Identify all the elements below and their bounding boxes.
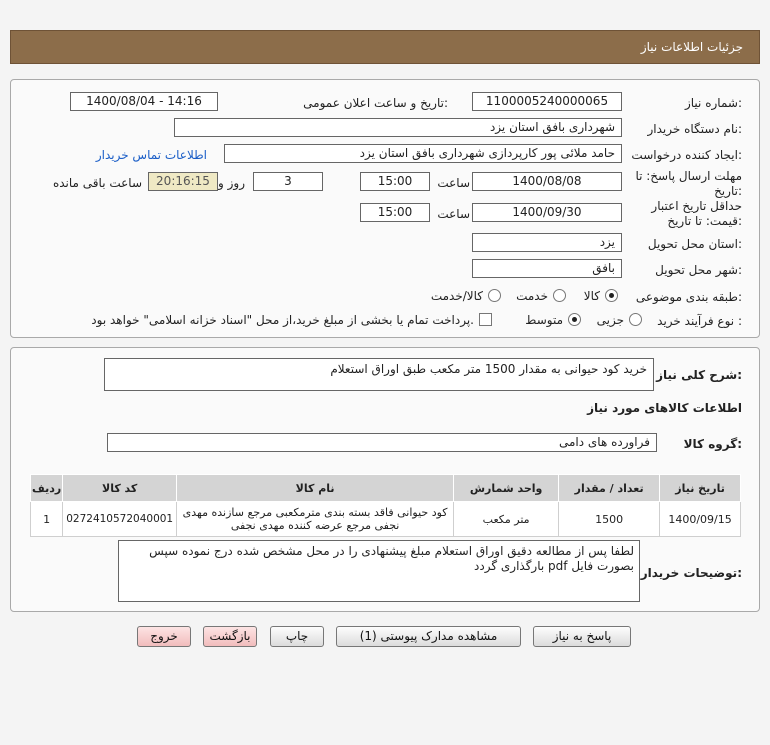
treasury-payment-checkbox[interactable] xyxy=(479,313,492,326)
remaining-time-field: 20:16:15 xyxy=(148,172,218,191)
validity-date-field: 1400/09/30 xyxy=(472,203,622,222)
goods-table xyxy=(30,474,741,537)
city-label: شهر محل تحویل: xyxy=(655,263,742,277)
days-field: 3 xyxy=(253,172,323,191)
process-medium-label: متوسط xyxy=(525,313,563,327)
deadline-time-label: ساعت xyxy=(437,176,470,190)
table-row xyxy=(31,502,741,537)
creator-label: ایجاد کننده درخواست: xyxy=(631,148,742,162)
page-header xyxy=(10,30,760,64)
reply-button[interactable]: پاسخ به نیاز xyxy=(533,626,631,647)
col-date: تاریخ نیاز xyxy=(660,475,741,502)
cell-qty: 1500 xyxy=(559,502,660,537)
buyer-field: شهرداری بافق استان یزد xyxy=(174,118,622,137)
category-both-radio[interactable] xyxy=(488,289,501,302)
announce-label: تاریخ و ساعت اعلان عمومی: xyxy=(303,96,448,110)
col-row: ردیف xyxy=(31,475,63,502)
goods-group-field: فراورده های دامی xyxy=(107,433,657,452)
category-service-label: خدمت xyxy=(516,289,548,303)
back-button[interactable]: بازگشت xyxy=(203,626,257,647)
need-number-field: 1100005240000065 xyxy=(472,92,622,111)
need-number-label: شماره نیاز: xyxy=(684,96,742,110)
col-unit: واحد شمارش xyxy=(454,475,559,502)
cell-code: 0272410572040001 xyxy=(63,502,177,537)
province-field: یزد xyxy=(472,233,622,252)
cell-unit: متر مکعب xyxy=(454,502,559,537)
category-goods-radio[interactable] xyxy=(605,289,618,302)
days-label: روز و xyxy=(218,176,245,190)
cell-date: 1400/09/15 xyxy=(660,502,741,537)
category-label: طبقه بندی موضوعی: xyxy=(635,290,742,304)
category-service-radio[interactable] xyxy=(553,289,566,302)
attachments-button[interactable]: مشاهده مدارک پیوستی (1) xyxy=(336,626,521,647)
process-label: نوع فرآیند خرید : xyxy=(657,314,742,328)
summary-label: شرح کلی نیاز: xyxy=(656,368,742,382)
buyer-label: نام دستگاه خریدار: xyxy=(647,122,742,136)
goods-group-label: گروه کالا: xyxy=(683,437,742,451)
goods-table-header xyxy=(31,475,741,502)
goods-section-title: اطلاعات کالاهای مورد نیاز xyxy=(587,401,742,415)
cell-row: 1 xyxy=(31,502,63,537)
deadline-date-field: 1400/08/08 xyxy=(472,172,622,191)
validity-label-1: حداقل تاریخ اعتبار xyxy=(651,199,742,213)
page-title: جزئیات اطلاعات نیاز xyxy=(640,40,743,54)
summary-field: خرید کود حیوانی به مقدار 1500 متر مکعب طبق اوراق استعلام xyxy=(104,358,654,391)
col-code: کد کالا xyxy=(63,475,177,502)
creator-field: حامد ملائی پور کارپردازی شهرداری بافق استان یزد xyxy=(224,144,622,163)
buyer-notes-label: توضیحات خریدار: xyxy=(640,566,742,580)
exit-button[interactable]: خروج xyxy=(137,626,191,647)
col-qty: تعداد / مقدار xyxy=(559,475,660,502)
deadline-label-1: مهلت ارسال پاسخ: تا xyxy=(635,169,742,183)
process-medium-radio[interactable] xyxy=(568,313,581,326)
validity-label-2: قیمت: تا تاریخ: xyxy=(667,214,742,228)
process-small-radio[interactable] xyxy=(629,313,642,326)
col-name: نام کالا xyxy=(177,475,454,502)
province-label: استان محل تحویل: xyxy=(647,237,742,251)
payment-note: پرداخت تمام یا بخشی از مبلغ خرید،از محل "اسناد خزانه اسلامی" خواهد بود. xyxy=(91,313,474,327)
category-both-label: کالا/خدمت xyxy=(430,289,483,303)
validity-time-label: ساعت xyxy=(437,207,470,221)
announce-field: 1400/08/04 - 14:16 xyxy=(70,92,218,111)
city-field: بافق xyxy=(472,259,622,278)
category-goods-label: کالا xyxy=(583,289,600,303)
validity-time-field: 15:00 xyxy=(360,203,430,222)
deadline-time-field: 15:00 xyxy=(360,172,430,191)
buyer-notes-field: لطفا پس از مطالعه دقیق اوراق استعلام مبلغ پیشنهادی را در محل مشخص شده درج نموده سپس بصورت فایل pdf بارگذاری گردد xyxy=(118,540,640,602)
print-button[interactable]: چاپ xyxy=(270,626,324,647)
deadline-label-2: تاریخ: xyxy=(714,184,742,198)
remaining-label: ساعت باقی مانده xyxy=(52,176,142,190)
cell-name: کود حیوانی فاقد بسته بندی مترمکعبی مرجع سازنده مهدی نجفی مرجع عرضه کننده مهدی نجفی xyxy=(177,502,454,537)
contact-buyer-link[interactable]: اطلاعات تماس خریدار xyxy=(95,148,207,162)
process-small-label: جزیی xyxy=(596,313,624,327)
